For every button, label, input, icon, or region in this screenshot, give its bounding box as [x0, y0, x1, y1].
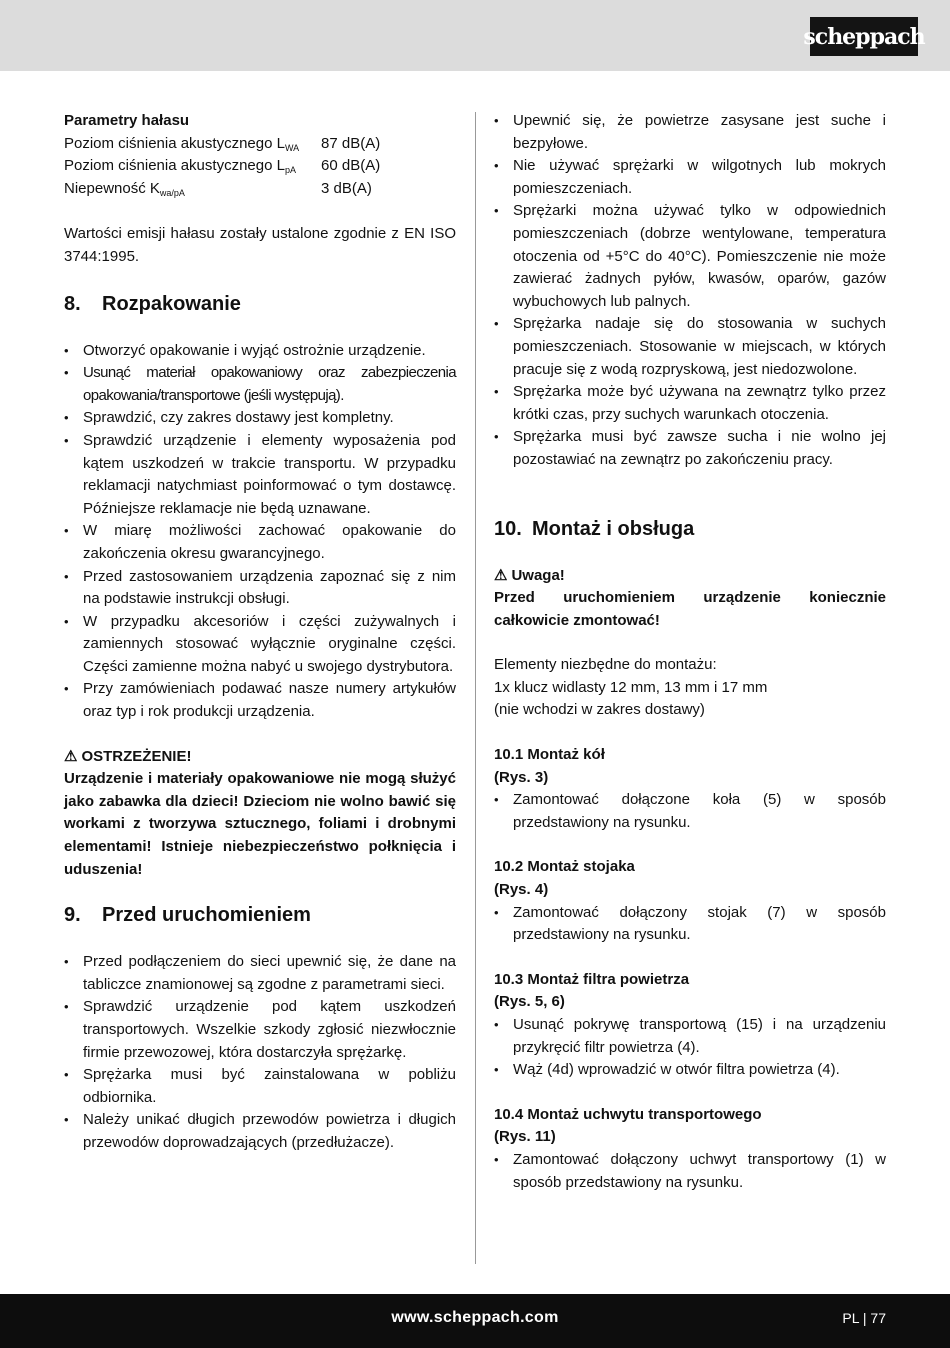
caution-text: Przed uruchomieniem urządzenie koniecznie całkowicie zmontować!: [494, 589, 886, 629]
list-item: • Przed podłączeniem do sieci upewnić się, że dane na tabliczce znamionowej są zgodne z parametrami sieci.: [64, 951, 456, 996]
list-item: • Należy unikać długich przewodów powietrza i długich przewodów doprowadzających (przedłużacze).: [64, 1109, 456, 1154]
subsection-title: 10.2 Montaż stojaka: [494, 858, 635, 876]
list-item: • Sprawdzić urządzenie pod kątem uszkodzeń transportowych. Wszelkie szkody zgłosić niezwłocznie firmie przewozowej, która dostarczyła sprężarkę.: [64, 996, 456, 1064]
subsection-title: 10.4 Montaż uchwytu transportowego: [494, 1105, 762, 1123]
list-item: • W przypadku akcesoriów i części zużywalnych i zamiennych stosować wyłącznie oryginalne części. Części zamienne można nabyć u swojego dystrybutora.: [64, 611, 456, 679]
sub2-list: [494, 902, 886, 947]
left-column: [64, 110, 456, 1155]
figure-ref: (Rys. 5, 6): [494, 993, 565, 1011]
list-item: • Zamontować dołączony uchwyt transportowy (1) w sposób przedstawiony na rysunku.: [494, 1149, 886, 1194]
list-item: • W miarę możliwości zachować opakowanie do zakończenia okresu gwarancyjnego.: [64, 520, 456, 565]
list-item: • Otworzyć opakowanie i wyjąć ostrożnie urządzenie.: [64, 340, 456, 363]
subsection-title: 10.3 Montaż filtra powietrza: [494, 970, 690, 988]
list-item: • Zamontować dołączone koła (5) w sposób przedstawiony na rysunku.: [494, 789, 886, 834]
noise-row: Poziom ciśnienia akustycznego $L_{WA}$ 87 dB(A): [64, 134, 381, 153]
list-item: • Sprężarka może być używana na zewnątrz tylko przez krótki czas, przy suchych warunkach otoczenia.: [494, 381, 886, 426]
sub4-list: [494, 1149, 886, 1194]
figure-ref: (Rys. 4): [494, 881, 549, 899]
tools-line: (nie wchodzi w zakres dostawy): [494, 701, 705, 719]
tools-line: 1x klucz widlasty 12 mm, 13 mm i 17 mm: [494, 678, 768, 696]
before-start-list: [64, 951, 456, 1154]
list-item: • Usunąć pokrywę transportową (15) i na urządzeniu przykręcić filtr powietrza (4).: [494, 1014, 886, 1059]
section-heading-10: 10. Montaż i obsługa: [494, 517, 695, 540]
list-item: • Przy zamówieniach podawać nasze numery artykułów oraz typ i rok produkcji urządzenia.: [64, 678, 456, 723]
list-item: • Sprężarka musi być zainstalowana w pobliżu odbiornika.: [64, 1064, 456, 1109]
subsection-title: 10.1 Montaż kół: [494, 746, 605, 764]
list-item: • Sprężarka musi być zawsze sucha i nie wolno jej pozostawiać na zewnątrz po zakończeniu pracy.: [494, 426, 886, 471]
list-item: • Sprawdzić urządzenie i elementy wyposażenia pod kątem uszkodzeń w trakcie transportu. W przypadku reklamacji natychmiast poinformować o tym dostawcę. Późniejsze reklamacje nie będą uznawane.: [64, 430, 456, 520]
section-heading-9: 9. Przed uruchomieniem: [64, 904, 311, 927]
page-number: PL | 77: [842, 1310, 886, 1326]
warning-icon: ⚠: [494, 566, 508, 584]
noise-note: Wartości emisji hałasu zostały ustalone zgodnie z EN ISO 3744:1995.: [64, 225, 456, 265]
right-column: [494, 110, 886, 1194]
warning-text: Urządzenie i materiały opakowaniowe nie mogą służyć jako zabawka dla dzieci! Dzieciom nie wolno bawić się workami z tworzywa sztucznego, foliami i drobnymi elementami! Istnieje niebezpieczeństwo połknięcia i uduszenia!: [64, 770, 456, 878]
list-item: • Zamontować dołączony stojak (7) w sposób przedstawiony na rysunku.: [494, 902, 886, 947]
footer-bar: [0, 1294, 950, 1348]
list-item: • Nie używać sprężarki w wilgotnych lub mokrych pomieszczeniach.: [494, 155, 886, 200]
caution-heading: ⚠ Uwaga!: [494, 566, 565, 584]
warning-heading: ⚠ OSTRZEŻENIE!: [64, 747, 192, 765]
noise-row: Niepewność $K_{wa/pA}$ 3 dB(A): [64, 179, 372, 198]
list-item: • Wąż (4d) wprowadzić w otwór filtra powietrza (4).: [494, 1059, 886, 1082]
header-bar: [0, 0, 950, 71]
list-item: • Upewnić się, że powietrze zasysane jest suche i bezpyłowe.: [494, 110, 886, 155]
noise-row: Poziom ciśnienia akustycznego $L_{pA}$ 60 dB(A): [64, 157, 381, 176]
noise-title: Parametry hałasu: [64, 112, 190, 129]
list-item: • Sprężarki można używać tylko w odpowiednich pomieszczeniach (dobrze wentylowane, temperatura otoczenia od +5°C do 40°C). Pomieszczenie nie może zawierać żadnych pyłów, kwasów, oparów, gazów wybuchowych lub palnych.: [494, 200, 886, 313]
column-divider: [475, 112, 476, 1264]
list-item: • Usunąć materiał opakowaniowy oraz zabezpieczenia opakowania/transportowe (jeśli występują).: [64, 362, 456, 407]
list-item: • Sprężarka nadaje się do stosowania w suchych pomieszczeniach. Stosowanie w miejscach, w których pracuje się z wodą rozpryskową, jest niedozwolone.: [494, 313, 886, 381]
warning-icon: ⚠: [64, 747, 78, 765]
brand-logo: scheppach: [810, 17, 918, 56]
figure-ref: (Rys. 3): [494, 768, 549, 786]
sub1-list: [494, 789, 886, 834]
before-start-list-cont: [494, 110, 886, 472]
website-link[interactable]: www.scheppach.com: [391, 1309, 559, 1326]
list-item: • Sprawdzić, czy zakres dostawy jest kompletny.: [64, 407, 456, 430]
unpacking-list: [64, 340, 456, 724]
section-heading-8: 8. Rozpakowanie: [64, 292, 241, 315]
figure-ref: (Rys. 11): [494, 1128, 556, 1146]
list-item: • Przed zastosowaniem urządzenia zapoznać się z nim na podstawie instrukcji obsługi.: [64, 566, 456, 611]
sub3-list: [494, 1014, 886, 1082]
tools-intro: Elementy niezbędne do montażu:: [494, 656, 717, 674]
